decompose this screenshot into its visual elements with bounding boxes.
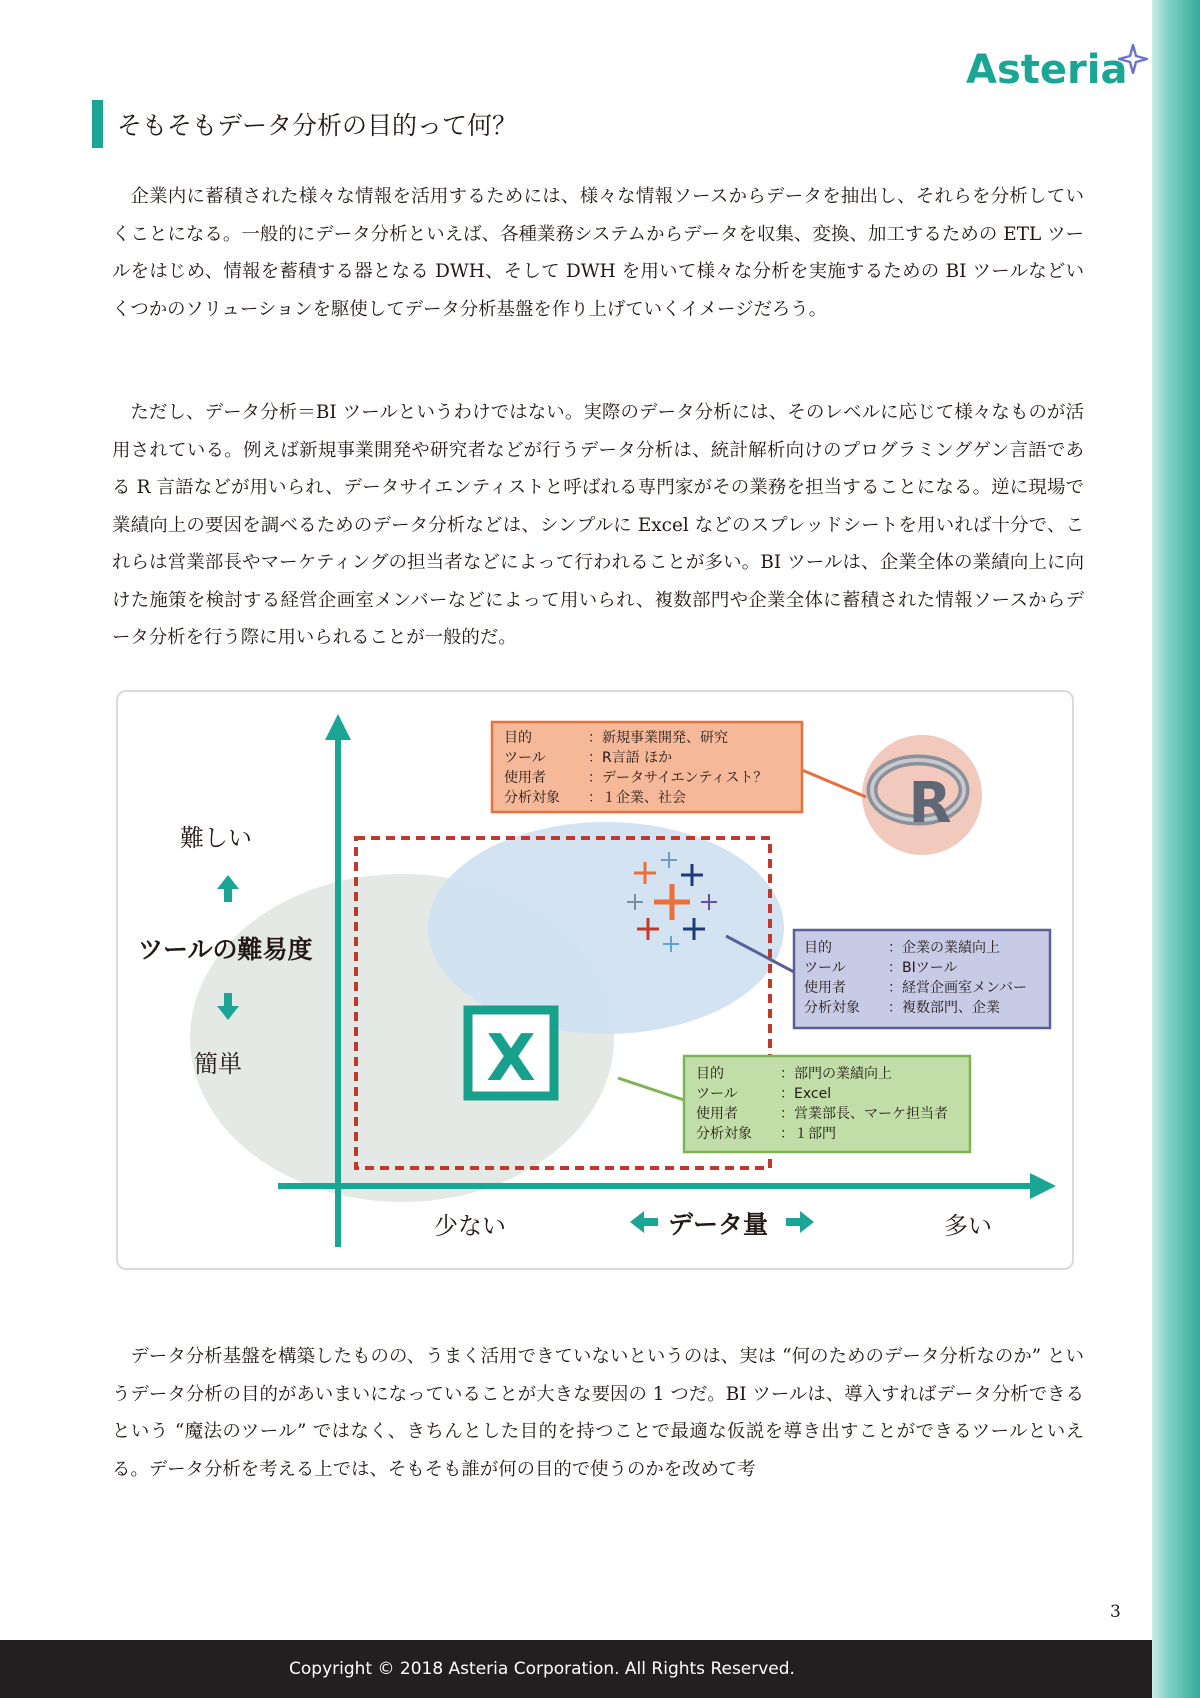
footer-bar — [0, 1640, 1152, 1698]
excel-info-row-target: 分析対象 ：１部門 — [696, 1126, 836, 1142]
y-axis-low-label: 簡単 — [194, 1050, 242, 1078]
x-axis-arrowhead — [1030, 1173, 1056, 1199]
section-heading — [92, 100, 517, 148]
bi-info-row-tool: ツール ：BIツール — [804, 960, 958, 976]
r-connector-line — [802, 770, 866, 797]
page-number: 3 — [1110, 1602, 1121, 1622]
r-info-box — [504, 728, 767, 808]
r-info-row-tool: ツール ：R言語 ほか — [504, 750, 673, 766]
x-axis-high-label: 多い — [944, 1212, 992, 1240]
bi-area-oval — [428, 822, 784, 1034]
x-axis-title: データ量 — [668, 1210, 769, 1239]
r-info-row-purpose: 目的 ：新規事業開発、研究 — [504, 730, 728, 746]
svg-text:R: R — [908, 771, 952, 836]
up-arrow-icon — [217, 875, 239, 902]
paragraph-1 — [112, 178, 1084, 328]
side-decorative-strip — [1152, 0, 1200, 1698]
bi-info-row-purpose: 目的 ：企業の業績向上 — [804, 940, 1000, 956]
svg-text:X: X — [486, 1022, 536, 1096]
paragraph-3-text: データ分析基盤を構築したものの、うまく活用できていないというのは、実は “何のためのデータ分析なのか” というデータ分析の目的があいまいになっていることが大きな要因の 1 つだ。BI ツールは、導入すればデータ分析できるという “魔法のツール” ではなく、きちんとした目的を持つことで最適な仮説を導き出すことができるツールといえる。データ分析を考える上では、そもそも誰が何の目的で使うのかを改めて考 — [112, 1346, 1084, 1480]
paragraph-1-text: 企業内に蓄積された様々な情報を活用するためには、様々な情報ソースからデータを抽出し、それらを分析していくことになる。一般的にデータ分析といえば、各種業務システムからデータを収集、変換、加工するための ETL ツールをはじめ、情報を蓄積する器となる DWH、そして DWH を用いて様々な分析を実施するための BI ツールなどいくつかのソリューションを駆使してデータ分析基盤を作り上げていくイメージだろう。 — [112, 186, 1084, 320]
excel-icon — [468, 1010, 554, 1096]
excel-info-box — [696, 1064, 948, 1144]
bi-info-row-user: 使用者 ：経営企画室メンバー — [804, 980, 1028, 996]
excel-info-row-user: 使用者 ：営業部長、マーケ担当者 — [696, 1106, 948, 1122]
y-axis-title: ツールの難易度 — [138, 935, 313, 964]
excel-info-row-tool: ツール ：Excel — [696, 1086, 832, 1102]
bi-info-row-target: 分析対象 ：複数部門、企業 — [804, 1000, 1000, 1016]
excel-connector-line — [618, 1078, 684, 1100]
excel-info-row-purpose: 目的 ：部門の業績向上 — [696, 1066, 892, 1082]
paragraph-3 — [112, 1338, 1084, 1488]
paragraph-2-text: ただし、データ分析＝BI ツールというわけではない。実際のデータ分析には、そのレベルに応じて様々なものが活用されている。例えば新規事業開発や研究者などが行うデータ分析は、統計解析向けのプログラミングゲン言語である R 言語などが用いられ、データサイエンティストと呼ばれる専門家がその業務を担当することになる。逆に現場で業績向上の要因を調べるためのデータ分析などは、シンプルに Excel などのスプレッドシートを用いれば十分で、これらは営業部長やマーケティングの担当者などによって行われることが多い。BI ツールは、企業全体の業績向上に向けた施策を検討する経営企画室メンバーなどによって用いられ、複数部門や企業全体に蓄積された情報ソースからデータ分析を行う際に用いられることが一般的だ。 — [112, 402, 1084, 648]
bi-info-box — [804, 938, 1027, 1018]
y-axis-high-label: 難しい — [180, 824, 252, 852]
logo-text: Asteria — [966, 47, 1128, 93]
x-axis-low-label: 少ない — [434, 1212, 506, 1240]
tool-difficulty-figure — [116, 690, 1074, 1270]
y-axis-arrowhead — [325, 714, 351, 740]
left-arrow-icon — [630, 1211, 658, 1233]
r-info-row-user: 使用者 ：データサイエンティスト？ — [504, 770, 768, 786]
asteria-logo — [966, 44, 1146, 96]
page-title: そもそもデータ分析の目的って何？ — [117, 111, 518, 140]
paragraph-2 — [112, 394, 1084, 657]
r-info-row-target: 分析対象 ：１企業、社会 — [504, 790, 686, 806]
right-arrow-icon — [786, 1211, 814, 1233]
heading-accent-bar — [92, 100, 103, 148]
sparkle-icon — [1118, 44, 1148, 74]
copyright-text: Copyright © 2018 Asteria Corporation. All Rights Reserved. — [289, 1659, 795, 1679]
